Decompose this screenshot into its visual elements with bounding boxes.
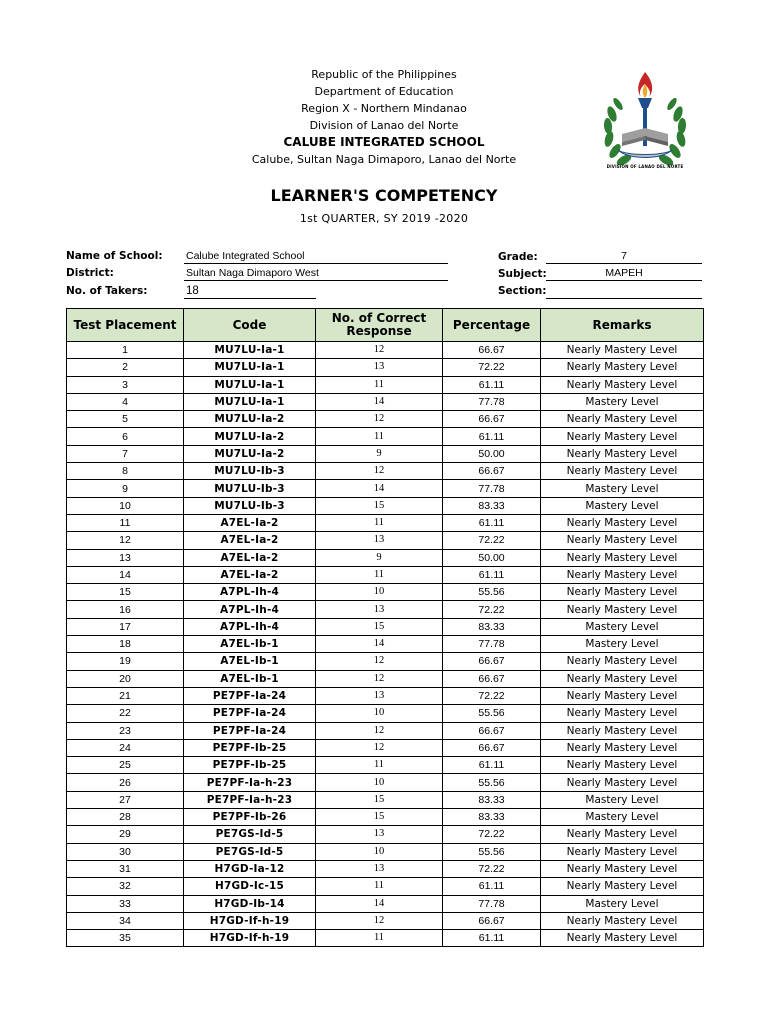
table-header-row: [67, 309, 704, 342]
division-line: Division of Lanao del Norte: [309, 119, 459, 132]
cell-percentage: 83.33: [443, 791, 541, 808]
cell-code: PE7PF-Ia-24: [184, 722, 316, 739]
cell-remarks: Nearly Mastery Level: [541, 757, 704, 774]
cell-code: MU7LU-Ib-3: [184, 480, 316, 497]
cell-percentage: 61.11: [443, 930, 541, 947]
cell-remarks: Nearly Mastery Level: [541, 532, 704, 549]
cell-remarks: Nearly Mastery Level: [541, 549, 704, 566]
cell-percentage: 61.11: [443, 757, 541, 774]
cell-test-placement: 12: [67, 532, 184, 549]
cell-correct-response: 12: [316, 912, 443, 929]
cell-code: PE7PF-Ia-24: [184, 705, 316, 722]
cell-code: A7PL-Ih-4: [184, 584, 316, 601]
school-field[interactable]: Calube Integrated School: [184, 249, 448, 264]
cell-percentage: 83.33: [443, 809, 541, 826]
cell-test-placement: 19: [67, 653, 184, 670]
cell-test-placement: 20: [67, 670, 184, 687]
division-logo-icon: [598, 64, 692, 176]
cell-percentage: 61.11: [443, 376, 541, 393]
cell-remarks: Mastery Level: [541, 393, 704, 410]
cell-remarks: Nearly Mastery Level: [541, 705, 704, 722]
cell-code: A7EL-Ia-2: [184, 514, 316, 531]
cell-remarks: Nearly Mastery Level: [541, 566, 704, 583]
table-row: [67, 912, 704, 929]
cell-percentage: 55.56: [443, 774, 541, 791]
table-row: [67, 809, 704, 826]
cell-test-placement: 32: [67, 878, 184, 895]
cell-percentage: 72.22: [443, 687, 541, 704]
department-line: Department of Education: [314, 85, 454, 98]
cell-code: PE7GS-Id-5: [184, 843, 316, 860]
cell-correct-response: 15: [316, 809, 443, 826]
cell-code: MU7LU-Ia-1: [184, 393, 316, 410]
school-label: Name of School:: [66, 250, 163, 262]
cell-test-placement: 15: [67, 584, 184, 601]
cell-code: A7PL-Ih-4: [184, 601, 316, 618]
cell-code: H7GD-Ia-12: [184, 860, 316, 877]
cell-percentage: 55.56: [443, 843, 541, 860]
table-row: [67, 342, 704, 359]
cell-remarks: Nearly Mastery Level: [541, 860, 704, 877]
cell-code: PE7PF-Ia-h-23: [184, 774, 316, 791]
cell-correct-response: 15: [316, 791, 443, 808]
cell-code: A7EL-Ia-2: [184, 549, 316, 566]
cell-percentage: 66.67: [443, 411, 541, 428]
cell-remarks: Mastery Level: [541, 497, 704, 514]
table-row: [67, 791, 704, 808]
cell-correct-response: 15: [316, 497, 443, 514]
table-row: [67, 514, 704, 531]
cell-correct-response: 13: [316, 826, 443, 843]
cell-remarks: Nearly Mastery Level: [541, 912, 704, 929]
table-row: [67, 497, 704, 514]
cell-percentage: 61.11: [443, 878, 541, 895]
table-row: [67, 722, 704, 739]
table-row: [67, 393, 704, 410]
cell-test-placement: 1: [67, 342, 184, 359]
cell-remarks: Nearly Mastery Level: [541, 722, 704, 739]
cell-test-placement: 34: [67, 912, 184, 929]
cell-correct-response: 12: [316, 411, 443, 428]
table-row: [67, 445, 704, 462]
cell-correct-response: 11: [316, 514, 443, 531]
cell-test-placement: 27: [67, 791, 184, 808]
grade-field[interactable]: 7: [546, 249, 702, 264]
district-field[interactable]: Sultan Naga Dimaporo West: [184, 266, 448, 281]
cell-remarks: Nearly Mastery Level: [541, 670, 704, 687]
table-row: [67, 480, 704, 497]
grade-label: Grade:: [498, 251, 538, 263]
cell-test-placement: 9: [67, 480, 184, 497]
cell-code: MU7LU-Ia-1: [184, 359, 316, 376]
cell-code: A7PL-Ih-4: [184, 618, 316, 635]
cell-test-placement: 5: [67, 411, 184, 428]
cell-test-placement: 6: [67, 428, 184, 445]
cell-percentage: 66.67: [443, 653, 541, 670]
table-row: [67, 878, 704, 895]
col-header-remarks: Remarks: [541, 309, 704, 342]
cell-percentage: 83.33: [443, 497, 541, 514]
table-body: [67, 342, 704, 947]
cell-percentage: 77.78: [443, 895, 541, 912]
table-row: [67, 549, 704, 566]
cell-code: A7EL-Ia-2: [184, 566, 316, 583]
cell-percentage: 72.22: [443, 860, 541, 877]
cell-correct-response: 10: [316, 584, 443, 601]
cell-remarks: Nearly Mastery Level: [541, 428, 704, 445]
cell-code: MU7LU-Ib-3: [184, 463, 316, 480]
cell-percentage: 66.67: [443, 342, 541, 359]
cell-test-placement: 28: [67, 809, 184, 826]
table-row: [67, 653, 704, 670]
cell-correct-response: 13: [316, 860, 443, 877]
table-row: [67, 860, 704, 877]
cell-test-placement: 26: [67, 774, 184, 791]
cell-test-placement: 35: [67, 930, 184, 947]
cell-correct-response: 11: [316, 757, 443, 774]
cell-correct-response: 12: [316, 739, 443, 756]
cell-remarks: Nearly Mastery Level: [541, 584, 704, 601]
cell-percentage: 61.11: [443, 428, 541, 445]
table-row: [67, 739, 704, 756]
cell-percentage: 50.00: [443, 445, 541, 462]
cell-code: MU7LU-Ia-2: [184, 411, 316, 428]
cell-correct-response: 14: [316, 895, 443, 912]
cell-code: A7EL-Ia-2: [184, 532, 316, 549]
page-title: LEARNER'S COMPETENCY: [270, 186, 498, 205]
table-row: [67, 826, 704, 843]
cell-test-placement: 2: [67, 359, 184, 376]
section-field[interactable]: [546, 284, 702, 299]
cell-test-placement: 4: [67, 393, 184, 410]
cell-test-placement: 31: [67, 860, 184, 877]
cell-remarks: Nearly Mastery Level: [541, 687, 704, 704]
col-header-percentage: Percentage: [443, 309, 541, 342]
cell-code: H7GD-If-h-19: [184, 930, 316, 947]
cell-correct-response: 10: [316, 843, 443, 860]
cell-remarks: Nearly Mastery Level: [541, 359, 704, 376]
school-address: Calube, Sultan Naga Dimaporo, Lanao del Norte: [251, 153, 517, 166]
cell-percentage: 55.56: [443, 584, 541, 601]
cell-remarks: Nearly Mastery Level: [541, 930, 704, 947]
col-header-code: Code: [184, 309, 316, 342]
cell-code: H7GD-Ic-15: [184, 878, 316, 895]
cell-remarks: Nearly Mastery Level: [541, 843, 704, 860]
cell-percentage: 55.56: [443, 705, 541, 722]
section-label: Section:: [498, 285, 547, 297]
cell-percentage: 77.78: [443, 393, 541, 410]
cell-code: H7GD-If-h-19: [184, 912, 316, 929]
cell-test-placement: 33: [67, 895, 184, 912]
col-header-test-placement: Test Placement: [67, 309, 184, 342]
cell-correct-response: 10: [316, 705, 443, 722]
table-row: [67, 566, 704, 583]
table-row: [67, 774, 704, 791]
table-row: [67, 618, 704, 635]
cell-code: A7EL-Ib-1: [184, 636, 316, 653]
table-row: [67, 843, 704, 860]
cell-code: PE7GS-Id-5: [184, 826, 316, 843]
cell-percentage: 72.22: [443, 359, 541, 376]
quarter-subtitle: 1st QUARTER, SY 2019 -2020: [299, 212, 469, 225]
cell-remarks: Mastery Level: [541, 791, 704, 808]
cell-correct-response: 14: [316, 393, 443, 410]
logo-caption: DIVISION OF LANAO DEL NORTE: [606, 164, 684, 169]
cell-correct-response: 11: [316, 878, 443, 895]
cell-code: PE7PF-Ib-25: [184, 739, 316, 756]
cell-remarks: Nearly Mastery Level: [541, 514, 704, 531]
cell-percentage: 77.78: [443, 480, 541, 497]
cell-code: MU7LU-Ia-1: [184, 342, 316, 359]
cell-code: A7EL-Ib-1: [184, 670, 316, 687]
region-line: Region X - Northern Mindanao: [301, 102, 467, 115]
cell-correct-response: 12: [316, 342, 443, 359]
table-row: [67, 463, 704, 480]
cell-percentage: 72.22: [443, 601, 541, 618]
table-row: [67, 428, 704, 445]
cell-correct-response: 11: [316, 566, 443, 583]
cell-percentage: 61.11: [443, 566, 541, 583]
cell-correct-response: 14: [316, 636, 443, 653]
cell-remarks: Mastery Level: [541, 618, 704, 635]
table-row: [67, 930, 704, 947]
cell-percentage: 83.33: [443, 618, 541, 635]
republic-line: Republic of the Philippines: [311, 68, 457, 81]
table-row: [67, 670, 704, 687]
cell-correct-response: 11: [316, 930, 443, 947]
cell-remarks: Nearly Mastery Level: [541, 653, 704, 670]
cell-code: MU7LU-Ia-2: [184, 428, 316, 445]
cell-code: MU7LU-Ia-1: [184, 376, 316, 393]
cell-correct-response: 13: [316, 601, 443, 618]
cell-correct-response: 9: [316, 549, 443, 566]
cell-code: MU7LU-Ia-2: [184, 445, 316, 462]
table-row: [67, 532, 704, 549]
cell-correct-response: 15: [316, 618, 443, 635]
cell-percentage: 61.11: [443, 514, 541, 531]
cell-test-placement: 17: [67, 618, 184, 635]
table-row: [67, 757, 704, 774]
table-row: [67, 636, 704, 653]
cell-test-placement: 14: [67, 566, 184, 583]
cell-code: PE7PF-Ib-26: [184, 809, 316, 826]
cell-percentage: 66.67: [443, 912, 541, 929]
cell-remarks: Nearly Mastery Level: [541, 774, 704, 791]
cell-remarks: Nearly Mastery Level: [541, 445, 704, 462]
cell-code: PE7PF-Ia-h-23: [184, 791, 316, 808]
cell-remarks: Mastery Level: [541, 636, 704, 653]
cell-correct-response: 12: [316, 670, 443, 687]
cell-test-placement: 21: [67, 687, 184, 704]
cell-percentage: 50.00: [443, 549, 541, 566]
cell-code: PE7PF-Ia-24: [184, 687, 316, 704]
cell-remarks: Nearly Mastery Level: [541, 376, 704, 393]
cell-percentage: 66.67: [443, 463, 541, 480]
cell-remarks: Nearly Mastery Level: [541, 463, 704, 480]
cell-test-placement: 7: [67, 445, 184, 462]
cell-correct-response: 13: [316, 687, 443, 704]
cell-remarks: Mastery Level: [541, 895, 704, 912]
table-row: [67, 705, 704, 722]
cell-correct-response: 9: [316, 445, 443, 462]
cell-test-placement: 23: [67, 722, 184, 739]
cell-remarks: Nearly Mastery Level: [541, 342, 704, 359]
table-row: [67, 584, 704, 601]
cell-code: MU7LU-Ib-3: [184, 497, 316, 514]
cell-code: A7EL-Ib-1: [184, 653, 316, 670]
table-row: [67, 359, 704, 376]
school-name-heading: CALUBE INTEGRATED SCHOOL: [283, 135, 485, 149]
cell-correct-response: 12: [316, 722, 443, 739]
subject-label: Subject:: [498, 268, 547, 280]
cell-correct-response: 11: [316, 376, 443, 393]
cell-remarks: Nearly Mastery Level: [541, 601, 704, 618]
cell-test-placement: 30: [67, 843, 184, 860]
competency-table: [66, 308, 704, 947]
cell-percentage: 77.78: [443, 636, 541, 653]
cell-remarks: Mastery Level: [541, 480, 704, 497]
cell-remarks: Nearly Mastery Level: [541, 878, 704, 895]
cell-correct-response: 13: [316, 359, 443, 376]
table-row: [67, 895, 704, 912]
subject-field[interactable]: MAPEH: [546, 266, 702, 281]
cell-remarks: Nearly Mastery Level: [541, 826, 704, 843]
cell-remarks: Nearly Mastery Level: [541, 411, 704, 428]
cell-correct-response: 12: [316, 463, 443, 480]
takers-label: No. of Takers:: [66, 285, 148, 297]
cell-test-placement: 13: [67, 549, 184, 566]
takers-field[interactable]: 18: [184, 284, 316, 299]
cell-correct-response: 13: [316, 532, 443, 549]
cell-test-placement: 25: [67, 757, 184, 774]
cell-test-placement: 3: [67, 376, 184, 393]
cell-percentage: 72.22: [443, 826, 541, 843]
col-header-correct-response: No. of Correct Response: [316, 309, 443, 342]
cell-test-placement: 24: [67, 739, 184, 756]
cell-test-placement: 18: [67, 636, 184, 653]
cell-code: H7GD-Ib-14: [184, 895, 316, 912]
cell-test-placement: 11: [67, 514, 184, 531]
table-row: [67, 601, 704, 618]
cell-test-placement: 16: [67, 601, 184, 618]
cell-percentage: 66.67: [443, 739, 541, 756]
cell-test-placement: 22: [67, 705, 184, 722]
cell-percentage: 66.67: [443, 722, 541, 739]
cell-correct-response: 12: [316, 653, 443, 670]
table-row: [67, 376, 704, 393]
table-row: [67, 411, 704, 428]
cell-correct-response: 10: [316, 774, 443, 791]
district-label: District:: [66, 267, 114, 279]
cell-remarks: Mastery Level: [541, 809, 704, 826]
cell-percentage: 66.67: [443, 670, 541, 687]
cell-code: PE7PF-Ib-25: [184, 757, 316, 774]
cell-correct-response: 14: [316, 480, 443, 497]
cell-percentage: 72.22: [443, 532, 541, 549]
cell-test-placement: 29: [67, 826, 184, 843]
table-row: [67, 687, 704, 704]
cell-test-placement: 10: [67, 497, 184, 514]
cell-test-placement: 8: [67, 463, 184, 480]
cell-correct-response: 11: [316, 428, 443, 445]
cell-remarks: Nearly Mastery Level: [541, 739, 704, 756]
